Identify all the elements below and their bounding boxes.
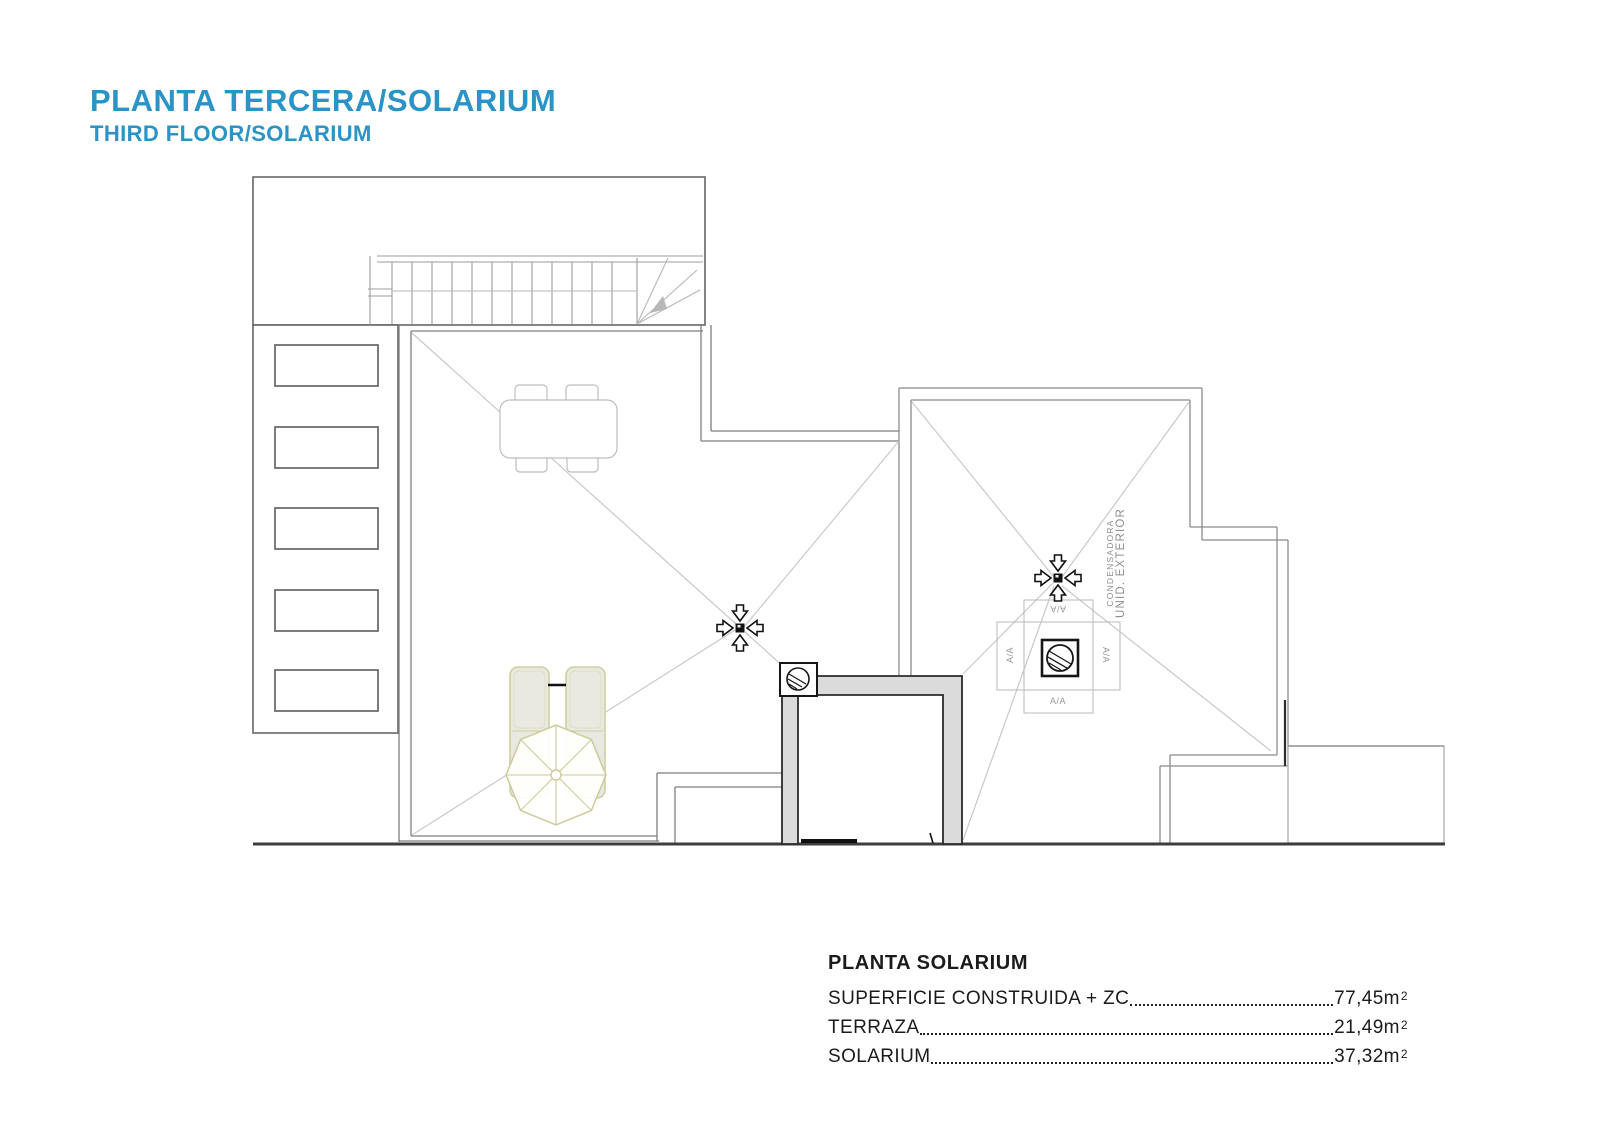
dotted-leader (931, 1062, 1333, 1064)
elevator-shaft (782, 676, 962, 844)
ac-label-left: A/A (1005, 647, 1015, 664)
elevator-door-sill (801, 839, 857, 843)
area-row (828, 981, 1408, 1010)
dotted-leader (1130, 1004, 1333, 1006)
area-row-value: 21,49m (1334, 1017, 1400, 1038)
page-title: PLANTA TERCERA/SOLARIUM (90, 83, 557, 118)
lower-right-annex (1288, 746, 1444, 843)
area-row-sup: 2 (1400, 1018, 1408, 1032)
condenser-label-small: CONDENSADORA (1105, 519, 1115, 607)
shaft-drain (780, 663, 817, 696)
ac-label-top: A/A (1050, 604, 1067, 614)
area-row-label: TERRAZA (828, 1017, 920, 1038)
area-row (828, 1039, 1408, 1068)
area-summary (828, 952, 1408, 1068)
left-terrace-walls (399, 325, 899, 843)
page-subtitle: THIRD FLOOR/SOLARIUM (90, 121, 372, 146)
area-row (828, 1010, 1408, 1039)
area-row-value: 77,45m (1334, 988, 1400, 1009)
area-summary-title: PLANTA SOLARIUM (828, 952, 1029, 974)
area-row-sup: 2 (1400, 1047, 1408, 1061)
dining-table-set (500, 385, 617, 472)
ac-label-right: A/A (1101, 646, 1111, 663)
ac-label-bottom: A/A (1049, 696, 1066, 706)
area-row-value: 37,32m (1334, 1046, 1400, 1067)
area-row-sup: 2 (1400, 989, 1408, 1003)
condenser-unit-label (1105, 493, 1127, 633)
condenser-label-main: UNID. EXTERIOR (1115, 507, 1127, 619)
area-row-label: SUPERFICIE CONSTRUIDA + ZC (828, 988, 1130, 1009)
parasol-umbrella (506, 725, 606, 825)
area-row-label: SOLARIUM (828, 1046, 931, 1067)
dotted-leader (920, 1033, 1333, 1035)
